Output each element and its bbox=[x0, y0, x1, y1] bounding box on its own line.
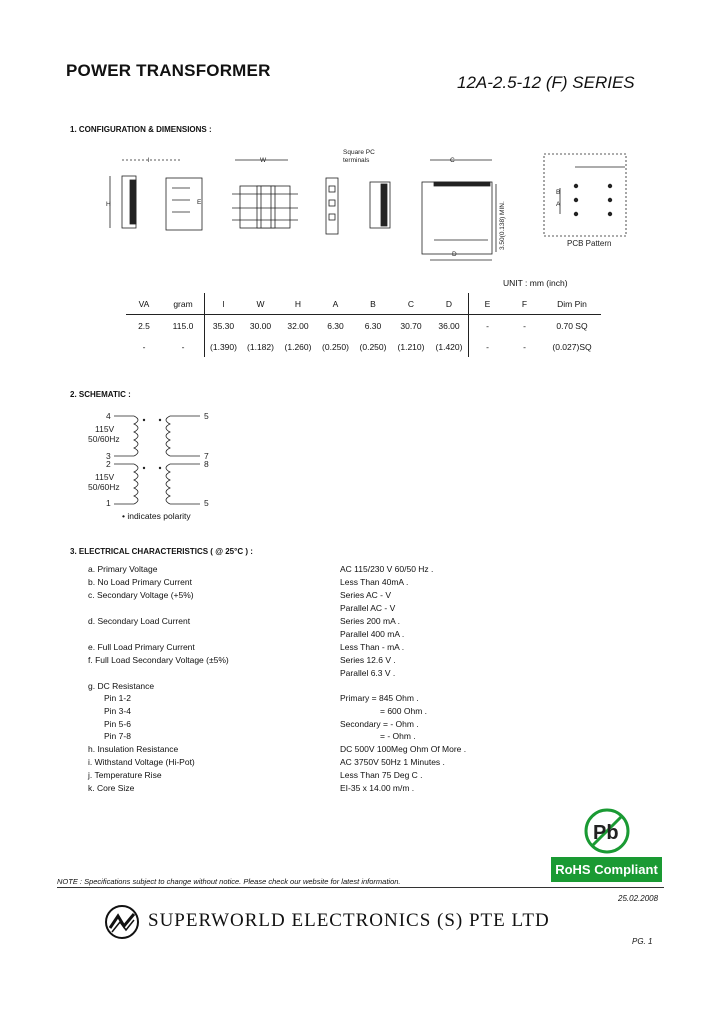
spec-value: = - Ohm . bbox=[380, 731, 416, 741]
spec-label: a. Primary Voltage bbox=[88, 564, 158, 574]
spec-value: EI-35 x 14.00 m/m . bbox=[340, 783, 415, 793]
spec-value: AC 115/230 V 60/50 Hz . bbox=[340, 564, 434, 574]
spec-label: Pin 5-6 bbox=[104, 719, 131, 729]
spec-label: g. DC Resistance bbox=[88, 681, 155, 691]
col-b: B bbox=[354, 293, 392, 315]
freq-2-label: 50/60Hz bbox=[88, 482, 120, 492]
spec-value: Primary = 845 Ohm . bbox=[340, 693, 419, 703]
table-cell: 30.00 bbox=[249, 320, 272, 331]
pin-1-label: 1 bbox=[106, 498, 111, 508]
pin-5-label: 5 bbox=[204, 411, 209, 421]
spec-value: Series 200 mA . bbox=[340, 616, 401, 626]
table-cell: 35.30 bbox=[205, 315, 243, 337]
spec-label: i. Withstand Voltage (Hi-Pot) bbox=[88, 757, 195, 767]
spec-label: Pin 7-8 bbox=[104, 731, 131, 741]
col-f: F bbox=[506, 293, 543, 315]
voltage-1-label: 115V bbox=[95, 424, 115, 434]
col-e: E bbox=[469, 293, 507, 315]
label-w: W bbox=[260, 157, 267, 164]
spec-value: = 600 Ohm . bbox=[380, 706, 428, 716]
table-cell: (1.420) bbox=[435, 341, 463, 352]
pin-2-label: 2 bbox=[106, 459, 111, 469]
pin-7-label: 7 bbox=[204, 451, 209, 461]
dimension-table bbox=[126, 293, 601, 357]
spec-label: Pin 1-2 bbox=[104, 693, 131, 703]
col-l: l bbox=[205, 293, 243, 315]
label-h: H bbox=[106, 201, 111, 208]
freq-1-label: 50/60Hz bbox=[88, 434, 120, 444]
page-number: PG. 1 bbox=[632, 937, 653, 946]
label-d: D bbox=[452, 251, 457, 258]
voltage-2-label: 115V bbox=[95, 472, 115, 482]
rohs-badge: RoHS Compliant bbox=[551, 857, 662, 882]
pb-free-icon bbox=[582, 806, 632, 856]
company-logo-icon bbox=[104, 904, 140, 940]
pin-3-label: 3 bbox=[106, 451, 111, 461]
pin-5b-label: 5 bbox=[204, 498, 209, 508]
schematic-diagram bbox=[84, 406, 234, 526]
label-vertical-dim: 3.50(0.138) MIN. bbox=[499, 201, 506, 250]
section-schematic-heading: 2. SCHEMATIC : bbox=[70, 390, 131, 399]
table-row bbox=[126, 336, 601, 357]
spec-label: c. Secondary Voltage (+5%) bbox=[88, 590, 194, 600]
table-cell: (1.390) bbox=[205, 336, 243, 357]
spec-label: Pin 3-4 bbox=[104, 706, 131, 716]
table-cell: - bbox=[523, 341, 526, 352]
col-dim-pin: Dim Pin bbox=[543, 293, 601, 315]
spec-label: j. Temperature Rise bbox=[88, 770, 162, 780]
table-cell: 2.5 bbox=[138, 320, 150, 331]
spec-value: Series 12.6 V . bbox=[340, 655, 396, 665]
label-a: A bbox=[556, 201, 561, 208]
spec-label: f. Full Load Secondary Voltage (±5%) bbox=[88, 655, 229, 665]
table-cell: 6.30 bbox=[327, 320, 344, 331]
table-cell: 30.70 bbox=[400, 320, 422, 331]
spec-value: DC 500V 100Meg Ohm Of More . bbox=[340, 744, 467, 754]
unit-label: UNIT : mm (inch) bbox=[503, 278, 568, 288]
col-gram: gram bbox=[162, 293, 205, 315]
col-h: H bbox=[279, 293, 317, 315]
table-cell: 115.0 bbox=[172, 320, 194, 331]
dimension-drawings bbox=[100, 148, 660, 268]
label-l: l bbox=[148, 157, 150, 164]
label-terminals: terminals bbox=[343, 157, 370, 164]
table-header-row bbox=[126, 293, 601, 315]
spec-label: h. Insulation Resistance bbox=[88, 744, 179, 754]
spec-value: Less Than 40mA . bbox=[340, 577, 409, 587]
table-cell: (1.182) bbox=[247, 341, 274, 352]
spec-label: d. Secondary Load Current bbox=[88, 616, 191, 626]
series-name: 12A-2.5-12 (F) SERIES bbox=[457, 73, 635, 92]
label-square-pc: Square PC bbox=[343, 149, 375, 156]
table-cell: - bbox=[523, 320, 526, 331]
table-cell: - bbox=[469, 315, 507, 337]
table-cell: (1.210) bbox=[397, 341, 425, 352]
spec-value: Series AC - V bbox=[340, 590, 392, 600]
footer-note: NOTE : Specifications subject to change without notice. Please check our website for latest information. bbox=[57, 877, 401, 886]
spec-value: Less Than - mA . bbox=[340, 642, 405, 652]
spec-value: Secondary = - Ohm . bbox=[340, 719, 419, 729]
table-cell: (0.250) bbox=[359, 341, 387, 352]
page-title: POWER TRANSFORMER bbox=[66, 61, 271, 80]
table-cell: 36.00 bbox=[438, 320, 460, 331]
section-config-heading: 1. CONFIGURATION & DIMENSIONS : bbox=[70, 125, 212, 134]
section-electrical-heading: 3. ELECTRICAL CHARACTERISTICS ( @ 25°C ) : bbox=[70, 547, 253, 556]
spec-value: AC 3750V 50Hz 1 Minutes . bbox=[340, 757, 445, 767]
table-cell: - bbox=[142, 341, 146, 352]
pb-symbol: Pb bbox=[593, 822, 619, 844]
table-cell: 6.30 bbox=[364, 320, 382, 331]
table-cell: (0.027)SQ bbox=[552, 341, 592, 352]
table-cell: (1.260) bbox=[284, 341, 312, 352]
polarity-note: • indicates polarity bbox=[122, 511, 191, 521]
spec-label: k. Core Size bbox=[88, 783, 135, 793]
table-cell: - bbox=[181, 341, 185, 352]
table-cell: 0.70 SQ bbox=[556, 320, 588, 331]
table-cell: 32.00 bbox=[287, 320, 309, 331]
col-d: D bbox=[430, 293, 469, 315]
label-pcb-pattern: PCB Pattern bbox=[567, 239, 612, 248]
spec-value: Parallel AC - V bbox=[340, 603, 396, 613]
table-row bbox=[126, 315, 601, 337]
col-va: VA bbox=[126, 293, 162, 315]
document-date: 25.02.2008 bbox=[618, 894, 659, 903]
spec-label: e. Full Load Primary Current bbox=[88, 642, 195, 652]
footer-divider bbox=[57, 887, 664, 888]
col-a: A bbox=[317, 293, 354, 315]
pin-8-label: 8 bbox=[204, 459, 209, 469]
spec-label: b. No Load Primary Current bbox=[88, 577, 192, 587]
label-e: E bbox=[197, 199, 202, 206]
table-cell: (0.250) bbox=[322, 341, 349, 352]
spec-value: Parallel 6.3 V . bbox=[340, 668, 396, 678]
company-name: SUPERWORLD ELECTRONICS (S) PTE LTD bbox=[148, 910, 550, 931]
table-cell: - bbox=[469, 336, 507, 357]
col-w: W bbox=[242, 293, 279, 315]
col-c: C bbox=[392, 293, 430, 315]
label-c: C bbox=[450, 157, 455, 164]
pin-4-label: 4 bbox=[106, 411, 111, 421]
label-b: B bbox=[556, 189, 561, 196]
spec-value: Parallel 400 mA . bbox=[340, 629, 405, 639]
spec-value: Less Than 75 Deg C . bbox=[340, 770, 423, 780]
